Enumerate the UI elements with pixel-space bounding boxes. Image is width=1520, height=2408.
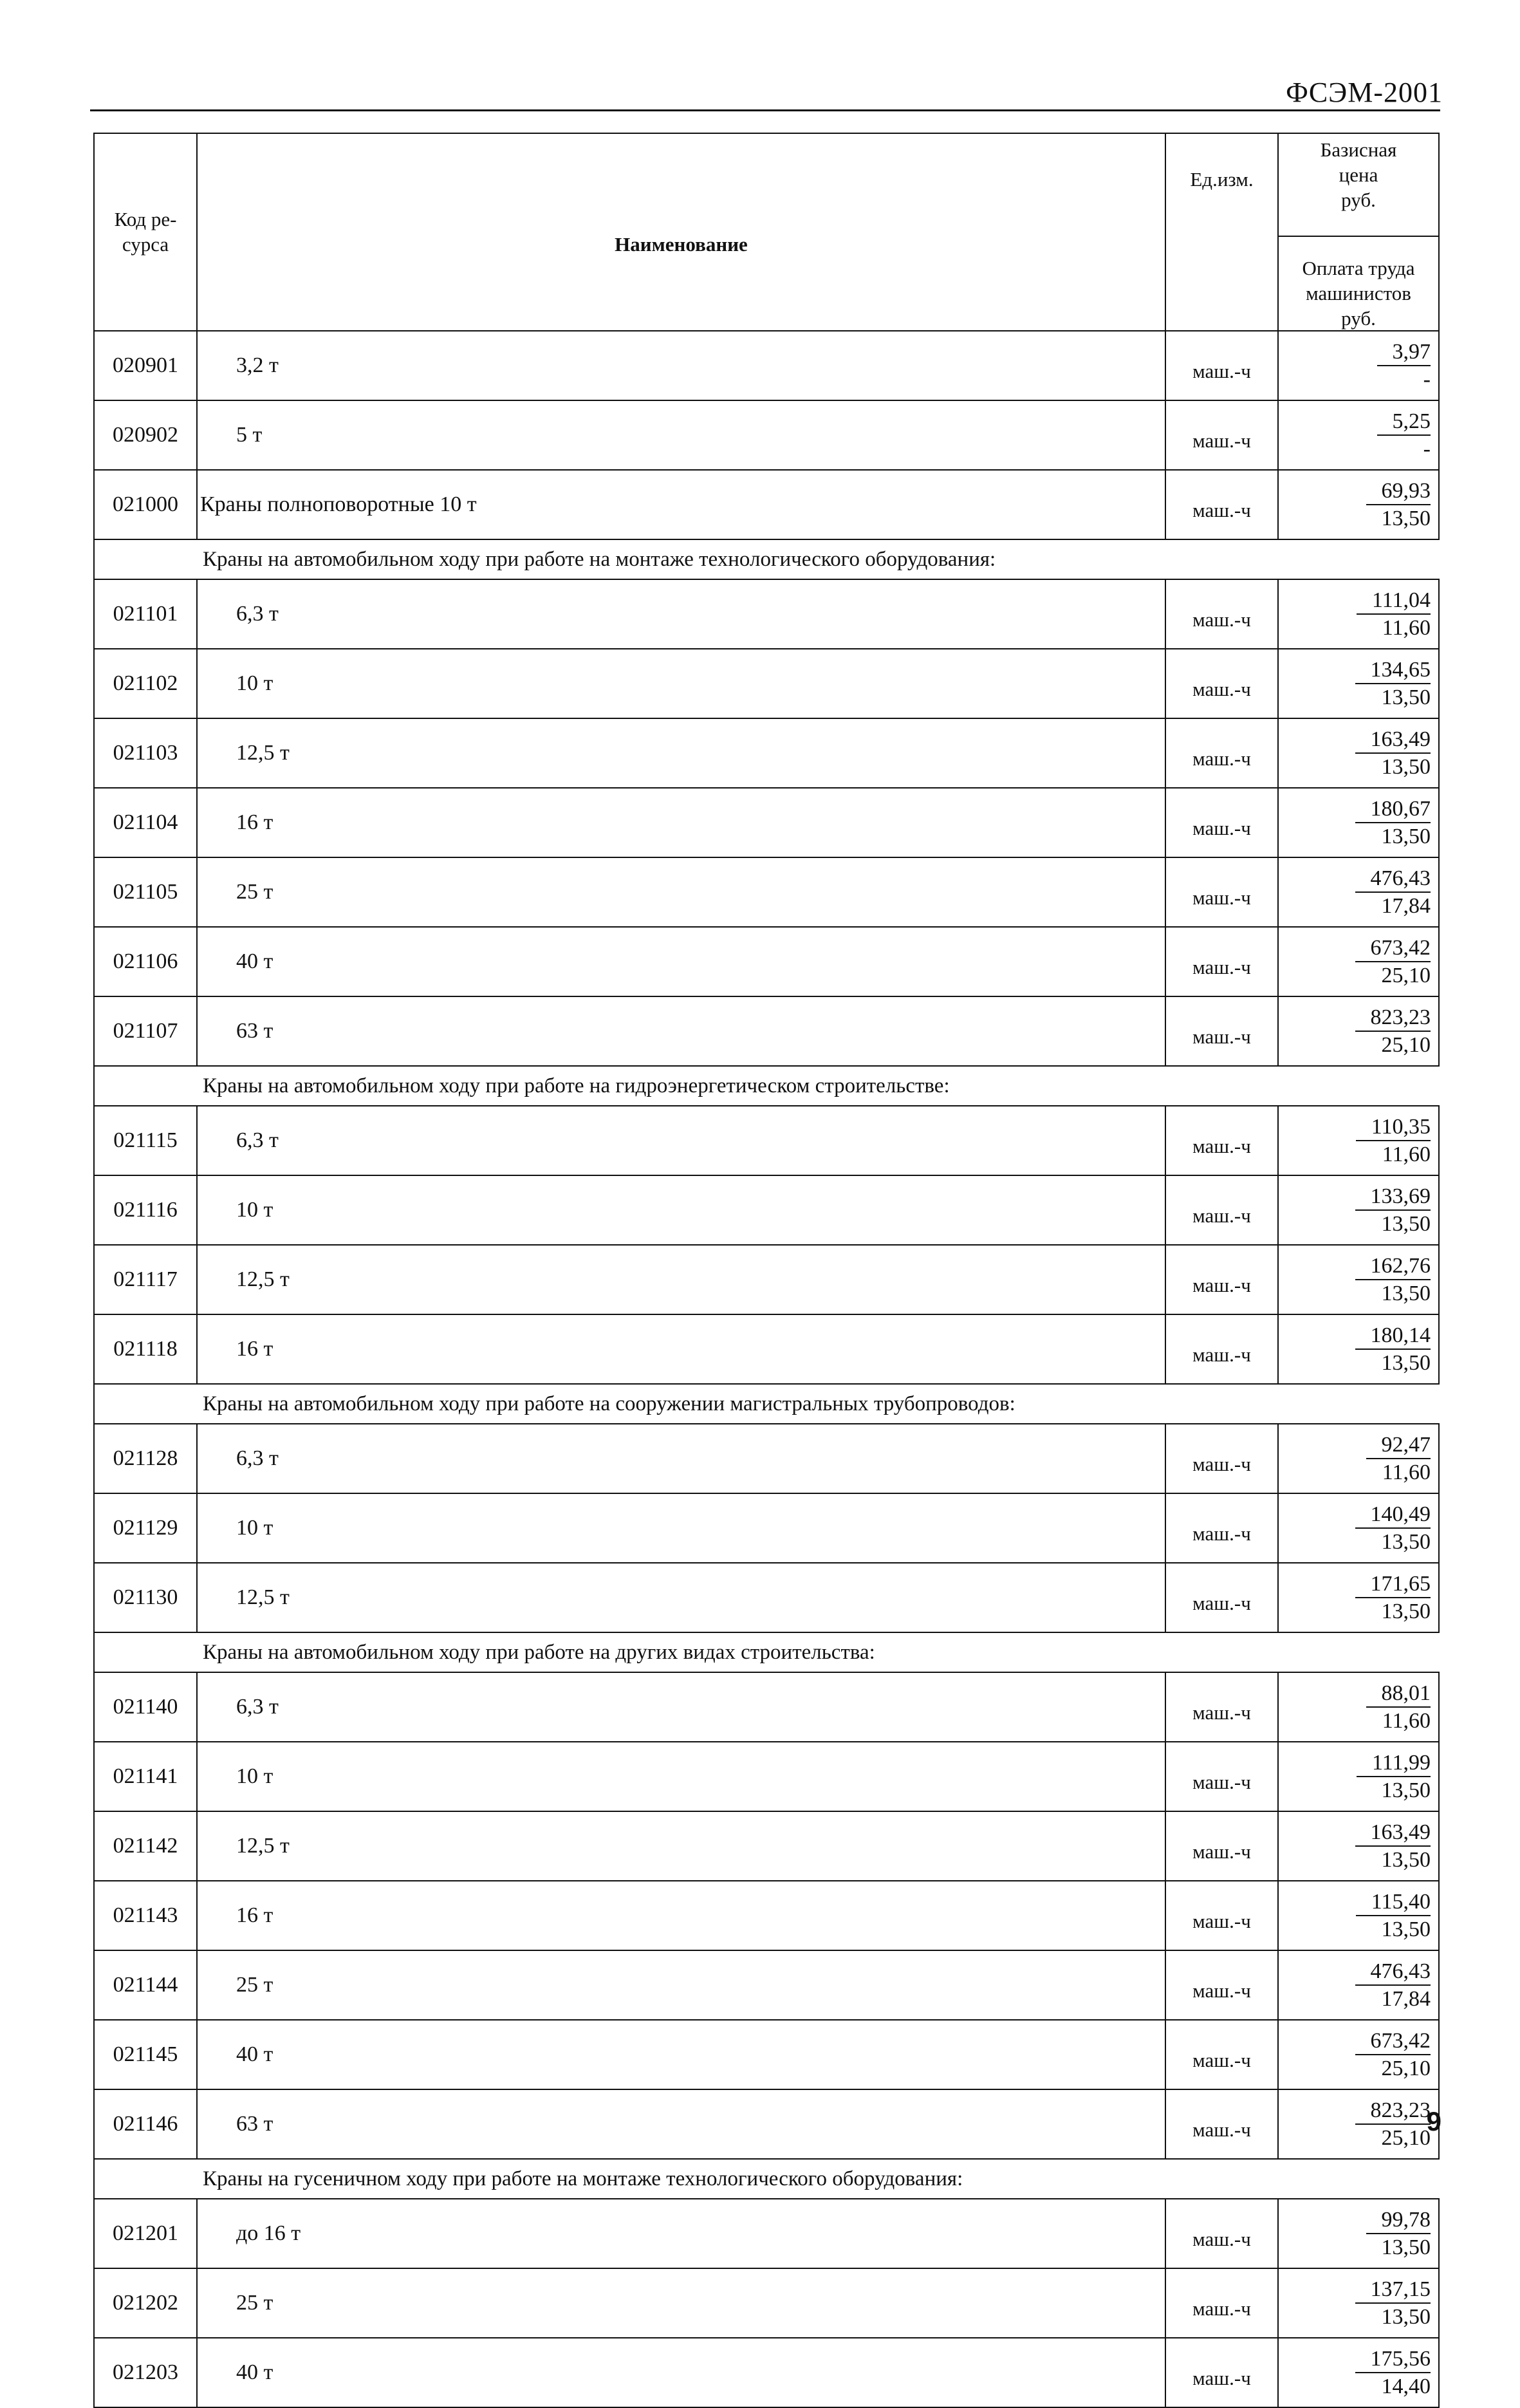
resource-name: 16 т bbox=[197, 1881, 1165, 1950]
header-name: Наименование bbox=[197, 133, 1165, 331]
labor-pay-value: 13,50 bbox=[1381, 685, 1431, 709]
price-cell bbox=[1278, 2199, 1439, 2268]
unit-of-measure: маш.-ч bbox=[1165, 1672, 1278, 1742]
labor-pay-value: 17,84 bbox=[1381, 893, 1431, 918]
resource-name: 5 т bbox=[197, 400, 1165, 470]
unit-of-measure: маш.-ч bbox=[1165, 2199, 1278, 2268]
price-fraction bbox=[1366, 1681, 1431, 1733]
base-price-value: 823,23 bbox=[1355, 2098, 1431, 2124]
labor-pay-value: 11,60 bbox=[1382, 615, 1431, 640]
resource-name: 16 т bbox=[197, 1314, 1165, 1384]
resource-name: 25 т bbox=[197, 857, 1165, 927]
section-row bbox=[94, 1384, 1439, 1424]
price-fraction bbox=[1355, 1253, 1431, 1305]
unit-of-measure: маш.-ч bbox=[1165, 1314, 1278, 1384]
resource-name: 25 т bbox=[197, 1950, 1165, 2020]
resource-name: 10 т bbox=[197, 1742, 1165, 1811]
labor-pay-value: 13,50 bbox=[1381, 1529, 1431, 1554]
page-number: 9 bbox=[1426, 2106, 1441, 2136]
resource-code: 021146 bbox=[94, 2089, 197, 2159]
table-row bbox=[94, 996, 1439, 1066]
price-cell bbox=[1278, 788, 1439, 857]
table-row bbox=[94, 927, 1439, 996]
header-code-text: Код ре- сурса bbox=[114, 207, 177, 256]
price-cell bbox=[1278, 1811, 1439, 1881]
price-fraction bbox=[1377, 339, 1431, 391]
table-row bbox=[94, 2199, 1439, 2268]
price-fraction bbox=[1355, 866, 1431, 918]
table-row bbox=[94, 1245, 1439, 1314]
price-fraction bbox=[1366, 2207, 1431, 2259]
unit-of-measure: маш.-ч bbox=[1165, 400, 1278, 470]
price-cell bbox=[1278, 996, 1439, 1066]
base-price-value: 5,25 bbox=[1377, 409, 1431, 435]
labor-pay-value: 13,50 bbox=[1381, 1778, 1431, 1802]
header-code bbox=[94, 133, 197, 331]
header-price bbox=[1278, 133, 1439, 331]
table-row bbox=[94, 1424, 1439, 1493]
base-price-value: 133,69 bbox=[1355, 1184, 1431, 1210]
labor-pay-value: 17,84 bbox=[1381, 1986, 1431, 2011]
base-price-value: 823,23 bbox=[1355, 1005, 1431, 1031]
labor-pay-value: 13,50 bbox=[1381, 1281, 1431, 1305]
table-row bbox=[94, 1314, 1439, 1384]
section-row bbox=[94, 1066, 1439, 1106]
labor-pay-value: 13,50 bbox=[1381, 2304, 1431, 2329]
base-price-value: 163,49 bbox=[1355, 1820, 1431, 1846]
resource-code: 021000 bbox=[94, 470, 197, 539]
resource-code: 021201 bbox=[94, 2199, 197, 2268]
price-cell bbox=[1278, 470, 1439, 539]
resource-code: 021105 bbox=[94, 857, 197, 927]
resource-name: 12,5 т bbox=[197, 718, 1165, 788]
resource-code: 021106 bbox=[94, 927, 197, 996]
resource-name: 12,5 т bbox=[197, 1563, 1165, 1632]
resource-code: 021202 bbox=[94, 2268, 197, 2338]
labor-pay-value: 13,50 bbox=[1381, 754, 1431, 779]
resource-code: 021101 bbox=[94, 579, 197, 649]
price-cell bbox=[1278, 1106, 1439, 1175]
resource-code: 021144 bbox=[94, 1950, 197, 2020]
base-price-value: 88,01 bbox=[1366, 1681, 1431, 1707]
base-price-value: 175,56 bbox=[1355, 2346, 1431, 2373]
price-fraction bbox=[1355, 1005, 1431, 1057]
unit-of-measure: маш.-ч bbox=[1165, 996, 1278, 1066]
unit-of-measure: маш.-ч bbox=[1165, 2089, 1278, 2159]
table-header-row bbox=[94, 133, 1439, 331]
resource-name: 63 т bbox=[197, 2089, 1165, 2159]
base-price-value: 673,42 bbox=[1355, 2028, 1431, 2055]
resource-name: 16 т bbox=[197, 788, 1165, 857]
section-row bbox=[94, 2159, 1439, 2199]
resource-code: 021130 bbox=[94, 1563, 197, 1632]
unit-of-measure: маш.-ч bbox=[1165, 1106, 1278, 1175]
price-fraction bbox=[1355, 2098, 1431, 2150]
resource-code: 020901 bbox=[94, 331, 197, 400]
base-price-value: 162,76 bbox=[1355, 1253, 1431, 1280]
unit-of-measure: маш.-ч bbox=[1165, 2338, 1278, 2407]
labor-pay-value: 13,50 bbox=[1381, 1917, 1431, 1941]
table-row bbox=[94, 1106, 1439, 1175]
table-row bbox=[94, 2338, 1439, 2407]
price-fraction bbox=[1357, 588, 1431, 640]
price-cell bbox=[1278, 2020, 1439, 2089]
table-row bbox=[94, 1811, 1439, 1881]
table-row bbox=[94, 400, 1439, 470]
section-row bbox=[94, 539, 1439, 579]
resource-code: 021140 bbox=[94, 1672, 197, 1742]
base-price-value: 673,42 bbox=[1355, 935, 1431, 962]
labor-pay-value: 25,10 bbox=[1381, 1032, 1431, 1057]
unit-of-measure: маш.-ч bbox=[1165, 579, 1278, 649]
base-price-value: 92,47 bbox=[1366, 1432, 1431, 1459]
base-price-value: 111,04 bbox=[1357, 588, 1431, 614]
resource-name: 6,3 т bbox=[197, 1424, 1165, 1493]
base-price-value: 180,14 bbox=[1355, 1323, 1431, 1349]
table-row bbox=[94, 579, 1439, 649]
price-fraction bbox=[1355, 1820, 1431, 1872]
resource-price-table bbox=[93, 133, 1440, 2408]
labor-pay-value: 13,50 bbox=[1381, 1847, 1431, 1872]
unit-of-measure: маш.-ч bbox=[1165, 857, 1278, 927]
price-fraction bbox=[1355, 1571, 1431, 1623]
resource-code: 021118 bbox=[94, 1314, 197, 1384]
table-row bbox=[94, 649, 1439, 718]
resource-name: 12,5 т bbox=[197, 1811, 1165, 1881]
table-row bbox=[94, 2020, 1439, 2089]
section-title: Краны на автомобильном ходу при работе на монтаже технологического оборудования: bbox=[94, 539, 1439, 579]
labor-pay-value: 14,40 bbox=[1381, 2374, 1431, 2398]
resource-code: 021128 bbox=[94, 1424, 197, 1493]
header-labor-pay: Оплата труда машинистов руб. bbox=[1302, 257, 1415, 330]
labor-pay-value: 13,50 bbox=[1381, 506, 1431, 530]
labor-pay-value: 13,50 bbox=[1381, 2235, 1431, 2259]
price-fraction bbox=[1355, 2028, 1431, 2080]
table-row bbox=[94, 470, 1439, 539]
table-row bbox=[94, 1493, 1439, 1563]
base-price-value: 476,43 bbox=[1355, 866, 1431, 892]
resource-name: 40 т bbox=[197, 2020, 1165, 2089]
labor-pay-value: 13,50 bbox=[1381, 824, 1431, 848]
table-row bbox=[94, 1563, 1439, 1632]
labor-pay-value: 13,50 bbox=[1381, 1211, 1431, 1236]
unit-of-measure: маш.-ч bbox=[1165, 788, 1278, 857]
price-fraction bbox=[1355, 935, 1431, 987]
base-price-value: 111,99 bbox=[1357, 1750, 1431, 1777]
unit-of-measure: маш.-ч bbox=[1165, 1881, 1278, 1950]
unit-of-measure: маш.-ч bbox=[1165, 2268, 1278, 2338]
unit-of-measure: маш.-ч bbox=[1165, 1811, 1278, 1881]
price-cell bbox=[1278, 649, 1439, 718]
price-fraction bbox=[1356, 1114, 1431, 1166]
price-cell bbox=[1278, 718, 1439, 788]
base-price-value: 140,49 bbox=[1355, 1502, 1431, 1528]
price-cell bbox=[1278, 1424, 1439, 1493]
resource-name: 40 т bbox=[197, 2338, 1165, 2407]
price-fraction bbox=[1377, 409, 1431, 461]
price-cell bbox=[1278, 1563, 1439, 1632]
price-cell bbox=[1278, 1950, 1439, 2020]
resource-name: 10 т bbox=[197, 1175, 1165, 1245]
table-row bbox=[94, 2268, 1439, 2338]
price-fraction bbox=[1355, 1184, 1431, 1236]
unit-of-measure: маш.-ч bbox=[1165, 470, 1278, 539]
unit-of-measure: маш.-ч bbox=[1165, 1175, 1278, 1245]
resource-code: 020902 bbox=[94, 400, 197, 470]
section-title: Краны на автомобильном ходу при работе на гидроэнергетическом строительстве: bbox=[94, 1066, 1439, 1106]
price-cell bbox=[1278, 1245, 1439, 1314]
table-row bbox=[94, 2089, 1439, 2159]
section-title: Краны на автомобильном ходу при работе на сооружении магистральных трубопроводов: bbox=[94, 1384, 1439, 1424]
table-row bbox=[94, 1175, 1439, 1245]
unit-of-measure: маш.-ч bbox=[1165, 1424, 1278, 1493]
resource-name: 25 т bbox=[197, 2268, 1165, 2338]
unit-of-measure: маш.-ч bbox=[1165, 1493, 1278, 1563]
price-cell bbox=[1278, 2089, 1439, 2159]
unit-of-measure: маш.-ч bbox=[1165, 1950, 1278, 2020]
labor-pay-value: 25,10 bbox=[1381, 963, 1431, 987]
labor-pay-value: 25,10 bbox=[1381, 2125, 1431, 2150]
resource-name: 6,3 т bbox=[197, 1672, 1165, 1742]
price-cell bbox=[1278, 857, 1439, 927]
price-cell bbox=[1278, 1314, 1439, 1384]
resource-name: до 16 т bbox=[197, 2199, 1165, 2268]
labor-pay-value: 11,60 bbox=[1382, 1460, 1431, 1484]
price-fraction bbox=[1366, 1432, 1431, 1484]
price-fraction bbox=[1355, 2277, 1431, 2329]
section-title: Краны на автомобильном ходу при работе на других видах строительства: bbox=[94, 1632, 1439, 1672]
table-body bbox=[94, 331, 1439, 2407]
base-price-value: 163,49 bbox=[1355, 727, 1431, 753]
unit-of-measure: маш.-ч bbox=[1165, 1245, 1278, 1314]
price-fraction bbox=[1355, 657, 1431, 709]
price-fraction bbox=[1366, 478, 1431, 530]
unit-of-measure: маш.-ч bbox=[1165, 1563, 1278, 1632]
price-fraction bbox=[1355, 1323, 1431, 1375]
labor-pay-value: - bbox=[1423, 367, 1431, 391]
resource-name: 40 т bbox=[197, 927, 1165, 996]
price-fraction bbox=[1355, 2346, 1431, 2398]
resource-code: 021142 bbox=[94, 1811, 197, 1881]
resource-name: 6,3 т bbox=[197, 579, 1165, 649]
base-price-value: 134,65 bbox=[1355, 657, 1431, 684]
resource-code: 021117 bbox=[94, 1245, 197, 1314]
table-row bbox=[94, 1742, 1439, 1811]
resource-name: 10 т bbox=[197, 1493, 1165, 1563]
table-row bbox=[94, 718, 1439, 788]
price-fraction bbox=[1357, 1750, 1431, 1802]
price-fraction bbox=[1355, 796, 1431, 848]
base-price-value: 110,35 bbox=[1356, 1114, 1431, 1141]
resource-name: 3,2 т bbox=[197, 331, 1165, 400]
price-fraction bbox=[1355, 727, 1431, 779]
labor-pay-value: 13,50 bbox=[1381, 1350, 1431, 1375]
price-fraction bbox=[1355, 1959, 1431, 2011]
resource-code: 021143 bbox=[94, 1881, 197, 1950]
resource-name: 12,5 т bbox=[197, 1245, 1165, 1314]
base-price-value: 115,40 bbox=[1356, 1889, 1431, 1916]
price-cell bbox=[1278, 1672, 1439, 1742]
resource-name: 10 т bbox=[197, 649, 1165, 718]
unit-of-measure: маш.-ч bbox=[1165, 331, 1278, 400]
labor-pay-value: 11,60 bbox=[1382, 1142, 1431, 1166]
base-price-value: 69,93 bbox=[1366, 478, 1431, 505]
section-title: Краны на гусеничном ходу при работе на монтаже технологического оборудования: bbox=[94, 2159, 1439, 2199]
price-cell bbox=[1278, 331, 1439, 400]
labor-pay-value: 25,10 bbox=[1381, 2056, 1431, 2080]
table-row bbox=[94, 857, 1439, 927]
base-price-value: 3,97 bbox=[1377, 339, 1431, 366]
price-cell bbox=[1278, 1881, 1439, 1950]
unit-of-measure: маш.-ч bbox=[1165, 649, 1278, 718]
labor-pay-value: - bbox=[1423, 436, 1431, 461]
base-price-value: 137,15 bbox=[1355, 2277, 1431, 2303]
header-unit: Ед.изм. bbox=[1165, 133, 1278, 331]
table-row bbox=[94, 1672, 1439, 1742]
labor-pay-value: 11,60 bbox=[1382, 1708, 1431, 1733]
resource-code: 021116 bbox=[94, 1175, 197, 1245]
base-price-value: 476,43 bbox=[1355, 1959, 1431, 1985]
resource-code: 021107 bbox=[94, 996, 197, 1066]
price-cell bbox=[1278, 2338, 1439, 2407]
resource-code: 021145 bbox=[94, 2020, 197, 2089]
resource-name: Краны полноповоротные 10 т bbox=[197, 470, 1165, 539]
price-cell bbox=[1278, 1175, 1439, 1245]
resource-code: 021103 bbox=[94, 718, 197, 788]
resource-code: 021102 bbox=[94, 649, 197, 718]
resource-code: 021141 bbox=[94, 1742, 197, 1811]
document-code: ФСЭМ-2001 bbox=[1286, 77, 1443, 108]
table-row bbox=[94, 1950, 1439, 2020]
resource-code: 021104 bbox=[94, 788, 197, 857]
price-cell bbox=[1278, 1493, 1439, 1563]
table-row bbox=[94, 331, 1439, 400]
price-fraction bbox=[1355, 1502, 1431, 1554]
unit-of-measure: маш.-ч bbox=[1165, 1742, 1278, 1811]
resource-code: 021203 bbox=[94, 2338, 197, 2407]
price-cell bbox=[1278, 400, 1439, 470]
header-base-price: Базисная цена руб. bbox=[1279, 134, 1438, 237]
base-price-value: 180,67 bbox=[1355, 796, 1431, 823]
section-row bbox=[94, 1632, 1439, 1672]
table-row bbox=[94, 1881, 1439, 1950]
unit-of-measure: маш.-ч bbox=[1165, 927, 1278, 996]
price-cell bbox=[1278, 579, 1439, 649]
base-price-value: 171,65 bbox=[1355, 1571, 1431, 1598]
price-cell bbox=[1278, 1742, 1439, 1811]
price-cell bbox=[1278, 927, 1439, 996]
resource-name: 63 т bbox=[197, 996, 1165, 1066]
unit-of-measure: маш.-ч bbox=[1165, 2020, 1278, 2089]
resource-code: 021115 bbox=[94, 1106, 197, 1175]
header-rule bbox=[90, 109, 1440, 111]
resource-code: 021129 bbox=[94, 1493, 197, 1563]
base-price-value: 99,78 bbox=[1366, 2207, 1431, 2234]
price-fraction bbox=[1356, 1889, 1431, 1941]
unit-of-measure: маш.-ч bbox=[1165, 718, 1278, 788]
resource-name: 6,3 т bbox=[197, 1106, 1165, 1175]
table-row bbox=[94, 788, 1439, 857]
labor-pay-value: 13,50 bbox=[1381, 1599, 1431, 1623]
price-cell bbox=[1278, 2268, 1439, 2338]
